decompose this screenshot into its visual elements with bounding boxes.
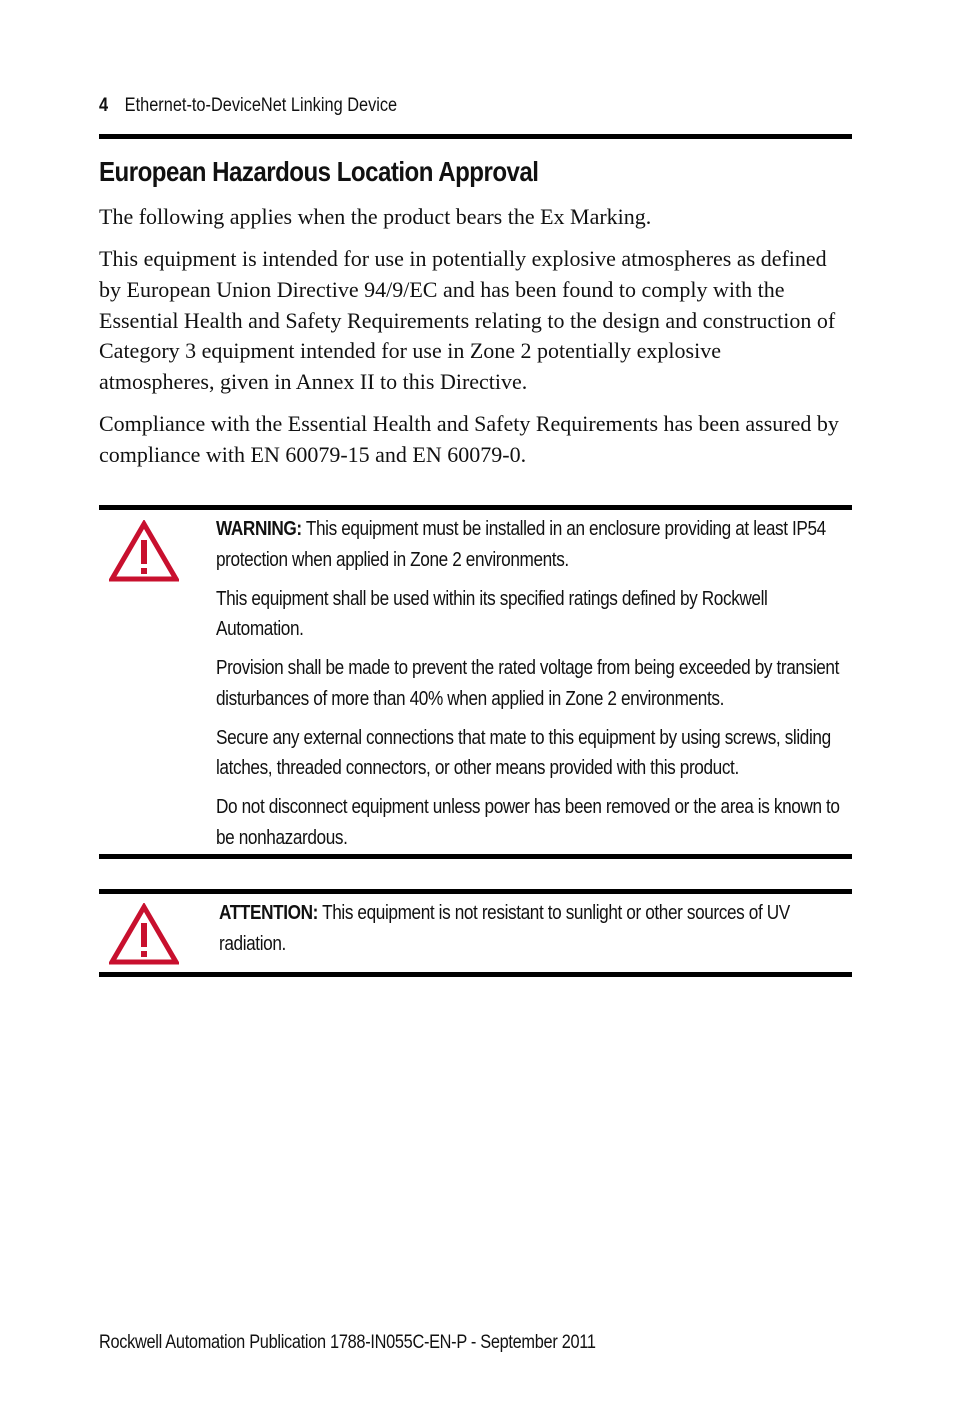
warning-paragraph: Secure any external connections that mate to this equipment by using screws, sliding latches, threaded connectors, or other means provided with this product. xyxy=(216,726,831,779)
section-title: European Hazardous Location Approval xyxy=(99,156,539,187)
warning-triangle-icon xyxy=(109,520,179,582)
running-title: Ethernet-to-DeviceNet Linking Device xyxy=(124,95,398,116)
attention-content xyxy=(219,898,851,968)
warning-content xyxy=(216,514,852,862)
attention-lead-text: This equipment is not resistant to sunlight or other sources of UV radiation. xyxy=(219,902,790,955)
directive-paragraph: This equipment is intended for use in potentially explosive atmospheres as defined by European Union Directive 94/9/EC and has been found to comply with the Essential Health and Safety Requirements relating to the design and construction of Category 3 equipment intended for use in Zone 2 potentially explosive atmospheres, given in Annex II to this Directive. xyxy=(99,246,836,395)
attention-label: ATTENTION: xyxy=(219,902,319,924)
warning-paragraph: This equipment shall be used within its specified ratings defined by Rockwell Automation. xyxy=(216,587,768,640)
warning-notice xyxy=(99,505,852,859)
attention-lead xyxy=(219,898,851,959)
running-header xyxy=(99,95,852,117)
header-rule xyxy=(99,134,852,139)
publication-footer: Rockwell Automation Publication 1788-IN055C-EN-P - September 2011 xyxy=(99,1332,596,1353)
warning-label: WARNING: xyxy=(216,518,302,540)
warning-paragraph: Do not disconnect equipment unless power has been removed or the area is known to be nonhazardous. xyxy=(216,796,840,849)
warning-lead xyxy=(216,514,852,575)
compliance-paragraph: Compliance with the Essential Health and Safety Requirements has been assured by compliance with EN 60079-15 and EN 60079-0. xyxy=(99,411,839,467)
attention-notice xyxy=(99,889,852,977)
warning-paragraph: Provision shall be made to prevent the rated voltage from being exceeded by transient disturbances of more than 40% when applied in Zone 2 environments. xyxy=(216,657,840,710)
warning-triangle-icon xyxy=(109,903,179,965)
page-number: 4 xyxy=(99,95,109,116)
intro-paragraph: The following applies when the product bears the Ex Marking. xyxy=(99,204,652,229)
warning-lead-text: This equipment must be installed in an enclosure providing at least IP54 protection when applied in Zone 2 environments. xyxy=(216,518,826,571)
